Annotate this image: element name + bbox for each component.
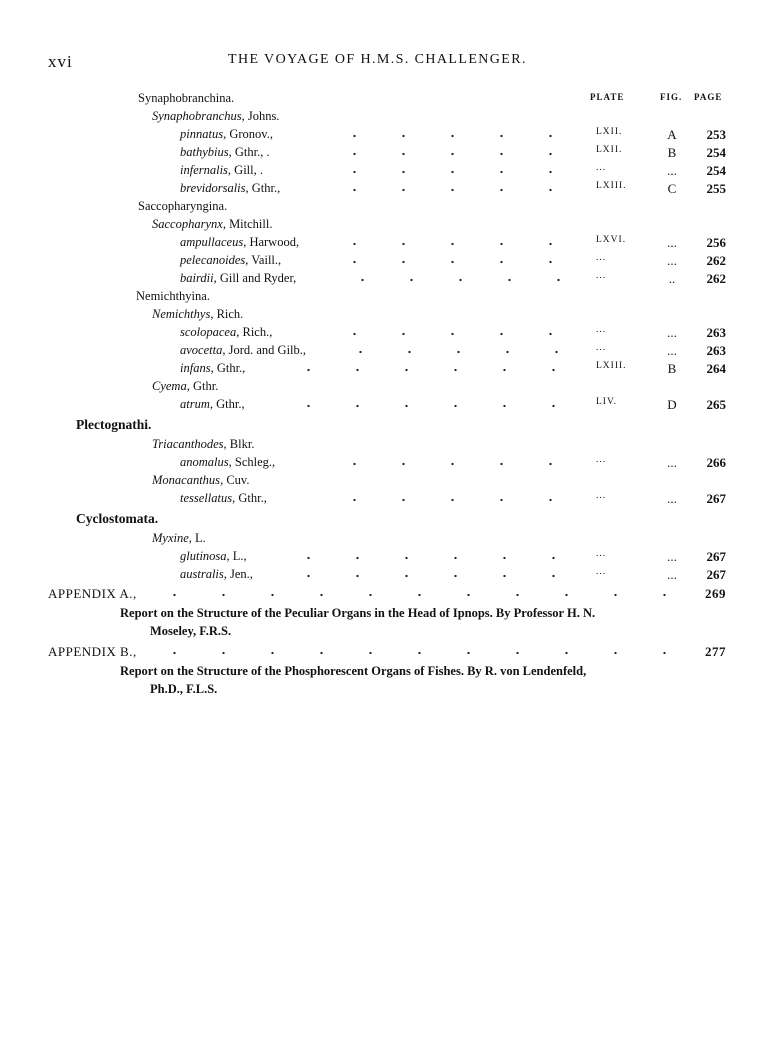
column-header-plate: PLATE: [590, 92, 625, 102]
table-row: [0, 397, 776, 415]
genus-name: Myxine: [152, 531, 189, 545]
table-row: [0, 491, 776, 509]
species-name: atrum: [180, 397, 210, 411]
figure-letter: ...: [667, 235, 677, 250]
page-number-ref: 263: [706, 343, 726, 358]
table-row: [0, 417, 776, 435]
table-row: [0, 199, 776, 217]
entry-name: [138, 199, 227, 214]
entry-authority: , Jord. and Gilb.,: [222, 343, 307, 357]
table-row: [0, 181, 776, 199]
entry-name: [180, 127, 273, 142]
entry-name: [180, 567, 253, 582]
plate-number: ...: [596, 163, 607, 173]
entry-authority: , L.,: [226, 549, 247, 563]
entry-authority: , Harwood,: [243, 235, 300, 249]
leader-dots: [330, 455, 580, 473]
figure-letter: ...: [667, 455, 677, 470]
figure-letter: ...: [667, 163, 677, 178]
entry-name: [152, 217, 272, 232]
entry-authority: Synaphobranchina.: [138, 91, 235, 105]
table-row: [0, 127, 776, 145]
entry-authority: , Cuv.: [220, 473, 250, 487]
page-number-ref: 267: [706, 549, 726, 564]
genus-name: Cyema: [152, 379, 187, 393]
leader-dots: [330, 253, 580, 271]
plate-number: ...: [596, 343, 607, 353]
entry-name: [180, 253, 281, 268]
entry-name: [152, 379, 218, 394]
running-title: THE VOYAGE OF H.M.S. CHALLENGER.: [228, 52, 527, 67]
species-name: scolopacea: [180, 325, 237, 339]
species-name: ampullaceus: [180, 235, 244, 249]
leader-dots: [284, 397, 580, 415]
entry-name: [152, 473, 249, 488]
table-row: [0, 109, 776, 127]
figure-letter: ..: [668, 271, 676, 286]
entry-authority: , Rich.,: [236, 325, 273, 339]
entry-name: [180, 235, 299, 250]
species-name: tessellatus: [180, 491, 233, 505]
entry-name: [152, 437, 254, 452]
appendix-a-label: APPENDIX A.,: [48, 586, 137, 601]
entry-name: [180, 455, 275, 470]
entry-authority: , Jen.,: [223, 567, 253, 581]
entry-name: [180, 397, 245, 412]
leader-dots: [284, 361, 580, 379]
species-name: avocetta: [180, 343, 223, 357]
leader-dots: [330, 491, 580, 509]
genus-name: Saccopharynx: [152, 217, 223, 231]
figure-letter: ...: [667, 549, 677, 564]
genus-name: Nemichthys: [152, 307, 211, 321]
appendix-a-author: Moseley, F.R.S.: [150, 624, 232, 638]
entry-name: [180, 181, 280, 196]
entry-authority: , Johns.: [241, 109, 280, 123]
figure-letter: ...: [667, 253, 677, 268]
table-row: [0, 361, 776, 379]
appendix-a-leader-dots: [150, 586, 680, 604]
genus-name: Triacanthodes: [152, 437, 224, 451]
leader-dots: [330, 235, 580, 253]
appendix-b-label: APPENDIX B.,: [48, 644, 137, 659]
figure-letter: C: [667, 181, 677, 196]
appendix-b-author: Ph.D., F.L.S.: [150, 682, 218, 696]
table-row: [0, 217, 776, 235]
table-row: [0, 437, 776, 455]
species-name: australis: [180, 567, 224, 581]
table-row: [0, 549, 776, 567]
leader-dots: [330, 127, 580, 145]
figure-letter: B: [667, 361, 677, 376]
entry-authority: , Gthr.,: [209, 397, 245, 411]
entry-name: [152, 307, 243, 322]
entry-name: [180, 491, 267, 506]
page-number-ref: 254: [706, 145, 726, 160]
figure-letter: ...: [667, 491, 677, 506]
entry-authority: , Gronov.,: [223, 127, 273, 141]
species-name: pelecanoides: [180, 253, 246, 267]
appendix-a-description: Report on the Structure of the Peculiar Organs in the Head of Ipnops. By Professor H. N.: [120, 606, 596, 620]
entry-authority: , Blkr.: [223, 437, 255, 451]
species-name: bairdii: [180, 271, 214, 285]
page-number: xvi: [48, 52, 73, 71]
genus-name: Monacanthus: [152, 473, 221, 487]
species-name: anomalus: [180, 455, 229, 469]
entry-authority: , Mitchill.: [222, 217, 273, 231]
appendix-a-page: 269: [705, 586, 726, 601]
species-name: brevidorsalis: [180, 181, 246, 195]
plate-number: LIV.: [596, 397, 617, 407]
plate-number: ...: [596, 491, 607, 501]
plate-number: ...: [596, 325, 607, 335]
table-row: [0, 379, 776, 397]
table-row: [0, 253, 776, 271]
page-number-ref: 266: [706, 455, 726, 470]
entry-authority: , Gthr.,: [232, 491, 267, 505]
leader-dots: [336, 343, 580, 361]
table-row: [0, 531, 776, 549]
figure-letter: D: [667, 397, 677, 412]
column-header-page: PAGE: [694, 92, 723, 102]
figure-letter: A: [667, 127, 677, 142]
leader-dots: [284, 567, 580, 585]
entry-name: [180, 325, 272, 340]
table-row: [0, 511, 776, 529]
table-row: [0, 289, 776, 307]
page-number-ref: 262: [706, 253, 726, 268]
appendix-b-leader-dots: [150, 644, 680, 662]
entry-name: [136, 289, 210, 304]
plate-number: ...: [596, 567, 607, 577]
entry-name: [180, 271, 296, 286]
entry-name: Cyclostomata.: [76, 511, 159, 526]
table-row: [0, 325, 776, 343]
figure-letter: B: [667, 145, 677, 160]
plate-number: ...: [596, 455, 607, 465]
table-row: [0, 343, 776, 361]
table-row: [0, 307, 776, 325]
page-number-ref: 254: [706, 163, 726, 178]
entry-authority: Saccopharyngina.: [138, 199, 228, 213]
entry-name: [180, 145, 270, 160]
table-row: [0, 145, 776, 163]
entry-authority: Nemichthyina.: [136, 289, 210, 303]
entry-name: [180, 549, 247, 564]
leader-dots: [284, 549, 580, 567]
page-number-ref: 256: [706, 235, 726, 250]
page-number-ref: 255: [706, 181, 726, 196]
entry-authority: , Vaill.,: [245, 253, 282, 267]
entry-authority: , Gthr.,: [210, 361, 246, 375]
entry-authority: , Schleg.,: [228, 455, 276, 469]
page-number-ref: 253: [706, 127, 726, 142]
entry-authority: , Gthr.,: [245, 181, 281, 195]
species-name: bathybius: [180, 145, 229, 159]
column-header-fig: FIG.: [660, 92, 683, 102]
plate-number: LXIII.: [596, 181, 627, 191]
entry-authority: , Gill, .: [227, 163, 263, 177]
page-number-ref: 263: [706, 325, 726, 340]
appendix-b-page: 277: [705, 644, 726, 659]
entry-authority: , L.: [188, 531, 206, 545]
leader-dots: [330, 145, 580, 163]
entry-authority: , Gthr.: [186, 379, 219, 393]
table-row: [0, 567, 776, 585]
page-number-ref: 262: [706, 271, 726, 286]
figure-letter: ...: [667, 567, 677, 582]
plate-number: ...: [596, 549, 607, 559]
table-row: [0, 235, 776, 253]
page-number-ref: 267: [706, 567, 726, 582]
plate-number: LXVI.: [596, 235, 627, 245]
leader-dots: [330, 163, 580, 181]
species-name: pinnatus: [180, 127, 224, 141]
plate-number: LXII.: [596, 145, 623, 155]
genus-name: Synaphobranchus: [152, 109, 242, 123]
appendix-b-description: Report on the Structure of the Phosphorescent Organs of Fishes. By R. von Lendenfeld,: [120, 664, 587, 678]
entry-name: [180, 163, 263, 178]
table-row: [0, 91, 776, 109]
entry-name: [138, 91, 234, 106]
leader-dots: [338, 271, 580, 289]
species-name: infernalis: [180, 163, 228, 177]
figure-letter: ...: [667, 325, 677, 340]
table-row: [0, 163, 776, 181]
page-number-ref: 267: [706, 491, 726, 506]
plate-number: LXII.: [596, 127, 623, 137]
table-row: [0, 271, 776, 289]
entry-authority: , Gthr., .: [228, 145, 270, 159]
species-name: glutinosa: [180, 549, 227, 563]
page-number-ref: 264: [706, 361, 726, 376]
leader-dots: [330, 325, 580, 343]
plate-number: ...: [596, 271, 607, 281]
table-row: [0, 473, 776, 491]
entry-name: [180, 343, 306, 358]
page-number-ref: 265: [706, 397, 726, 412]
entry-name: [152, 109, 279, 124]
table-row: [0, 455, 776, 473]
entry-authority: , Gill and Ryder,: [213, 271, 297, 285]
figure-letter: ...: [667, 343, 677, 358]
leader-dots: [330, 181, 580, 199]
plate-number: LXIII.: [596, 361, 627, 371]
entry-name: [180, 361, 245, 376]
entry-authority: , Rich.: [210, 307, 244, 321]
entry-name: [152, 531, 206, 546]
plate-number: ...: [596, 253, 607, 263]
entry-name: Plectognathi.: [76, 417, 152, 432]
species-name: infans: [180, 361, 211, 375]
